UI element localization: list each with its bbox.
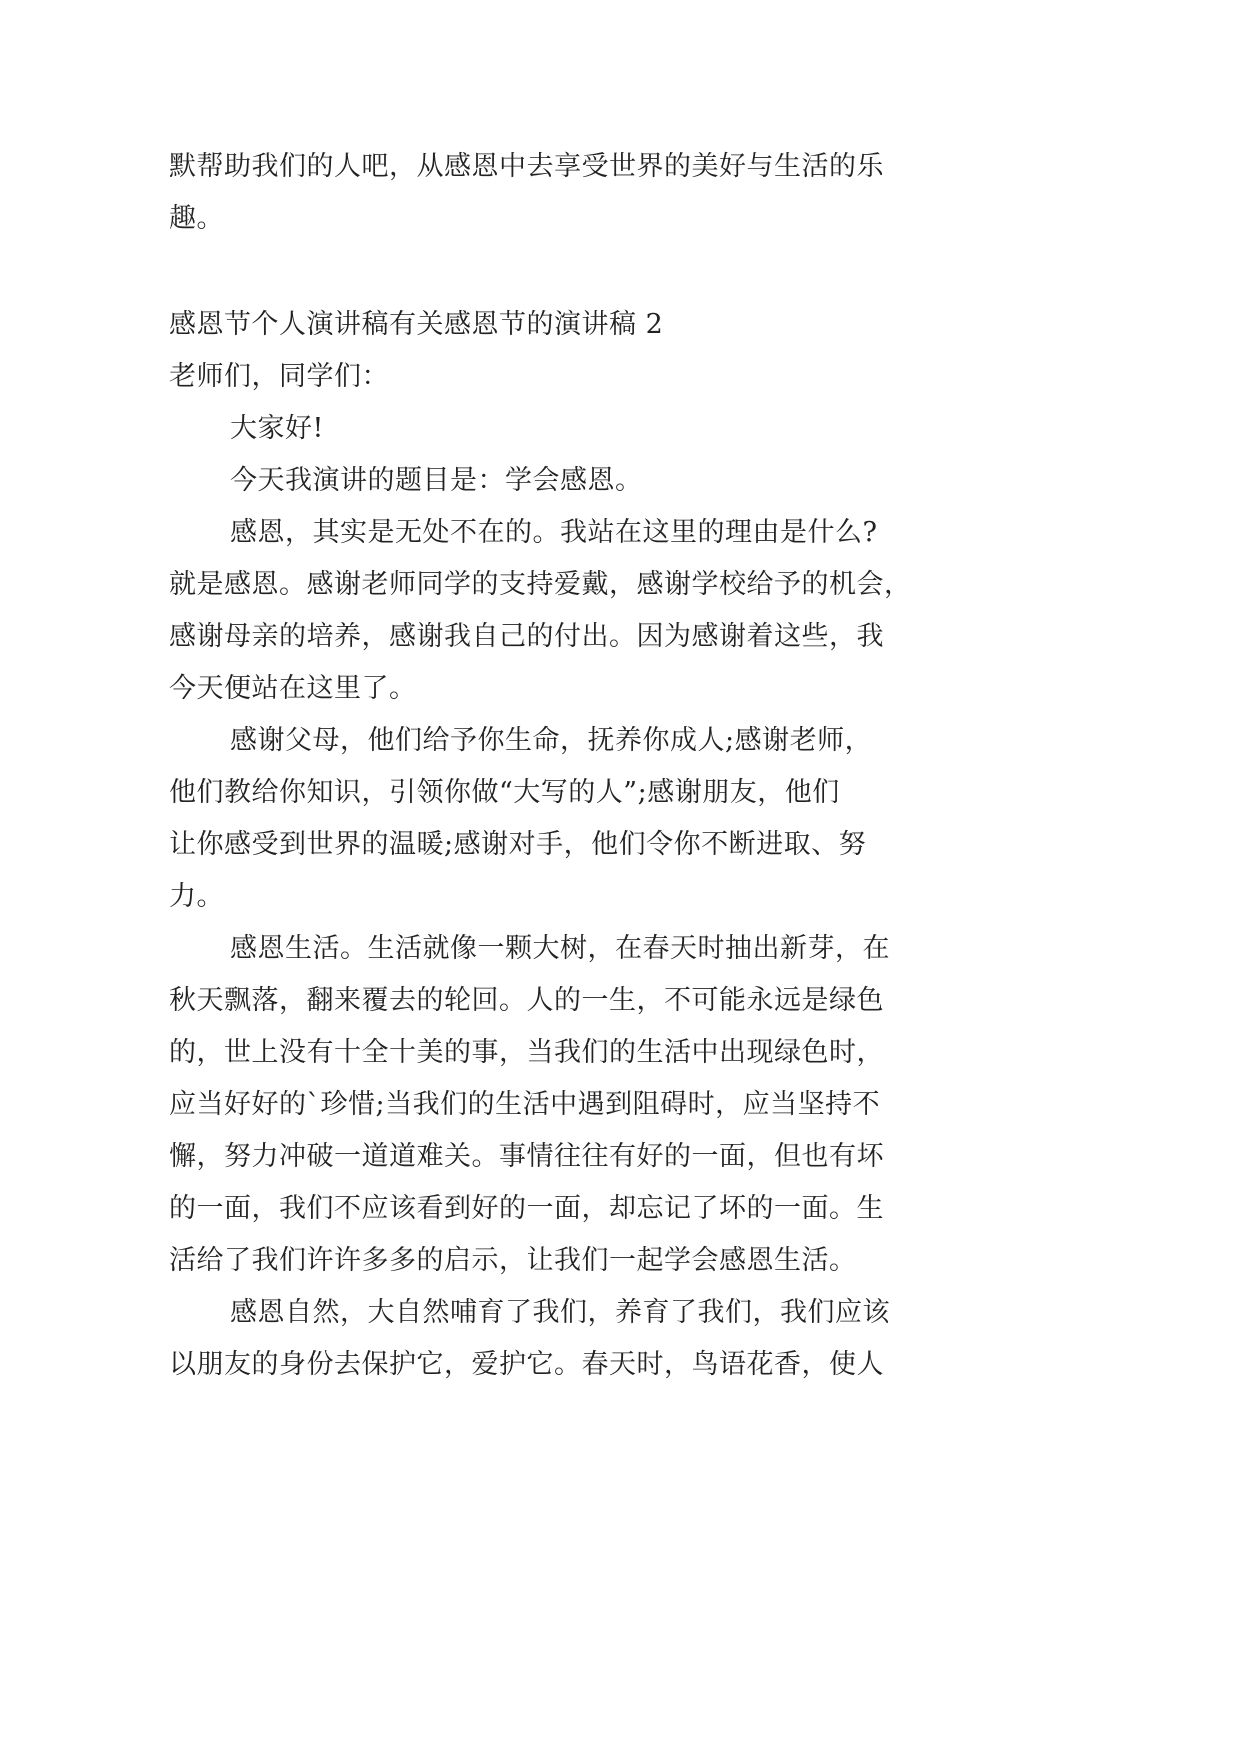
text-line: 感恩，其实是无处不在的。我站在这里的理由是什么?: [230, 517, 878, 548]
text-line: 今天我演讲的题目是：学会感恩。: [230, 465, 643, 496]
text-line: 的一面，我们不应该看到好的一面，却忘记了坏的一面。生: [169, 1193, 884, 1224]
text-line: 大家好!: [230, 413, 324, 444]
text-line: 秋天飘落，翻来覆去的轮回。人的一生，不可能永远是绿色: [169, 985, 884, 1016]
text-line: 趣。: [169, 203, 224, 234]
text-line: 感恩生活。生活就像一颗大树，在春天时抽出新芽，在: [230, 933, 890, 964]
text-line: 力。: [169, 881, 224, 912]
text-line: 他们教给你知识，引领你做“大写的人”;感谢朋友，他们: [169, 777, 840, 808]
text-line: 感谢父母，他们给予你生命，抚养你成人;感谢老师，: [230, 725, 873, 756]
text-line: 感恩自然，大自然哺育了我们，养育了我们，我们应该: [230, 1297, 890, 1328]
text-line: 让你感受到世界的温暖;感谢对手，他们令你不断进取、努: [169, 829, 867, 860]
text-line: 的，世上没有十全十美的事，当我们的生活中出现绿色时，: [169, 1037, 884, 1068]
text-line: 今天便站在这里了。: [169, 673, 417, 704]
text-line: 以朋友的身份去保护它，爱护它。春天时，鸟语花香，使人: [169, 1349, 884, 1380]
salutation: 老师们，同学们：: [169, 361, 389, 392]
text-line: 应当好好的`珍惜;当我们的生活中遇到阻碍时，应当坚持不: [169, 1089, 881, 1120]
section-title: 感恩节个人演讲稿有关感恩节的演讲稿 2: [169, 309, 664, 340]
text-line: 就是感恩。感谢老师同学的支持爱戴，感谢学校给予的机会，: [169, 569, 912, 600]
text-line: 活给了我们许许多多的启示，让我们一起学会感恩生活。: [169, 1245, 857, 1276]
text-line: 默帮助我们的人吧，从感恩中去享受世界的美好与生活的乐: [169, 151, 884, 182]
text-line: 懈，努力冲破一道道难关。事情往往有好的一面，但也有坏: [169, 1141, 884, 1172]
text-line: 感谢母亲的培养，感谢我自己的付出。因为感谢着这些，我: [169, 621, 884, 652]
